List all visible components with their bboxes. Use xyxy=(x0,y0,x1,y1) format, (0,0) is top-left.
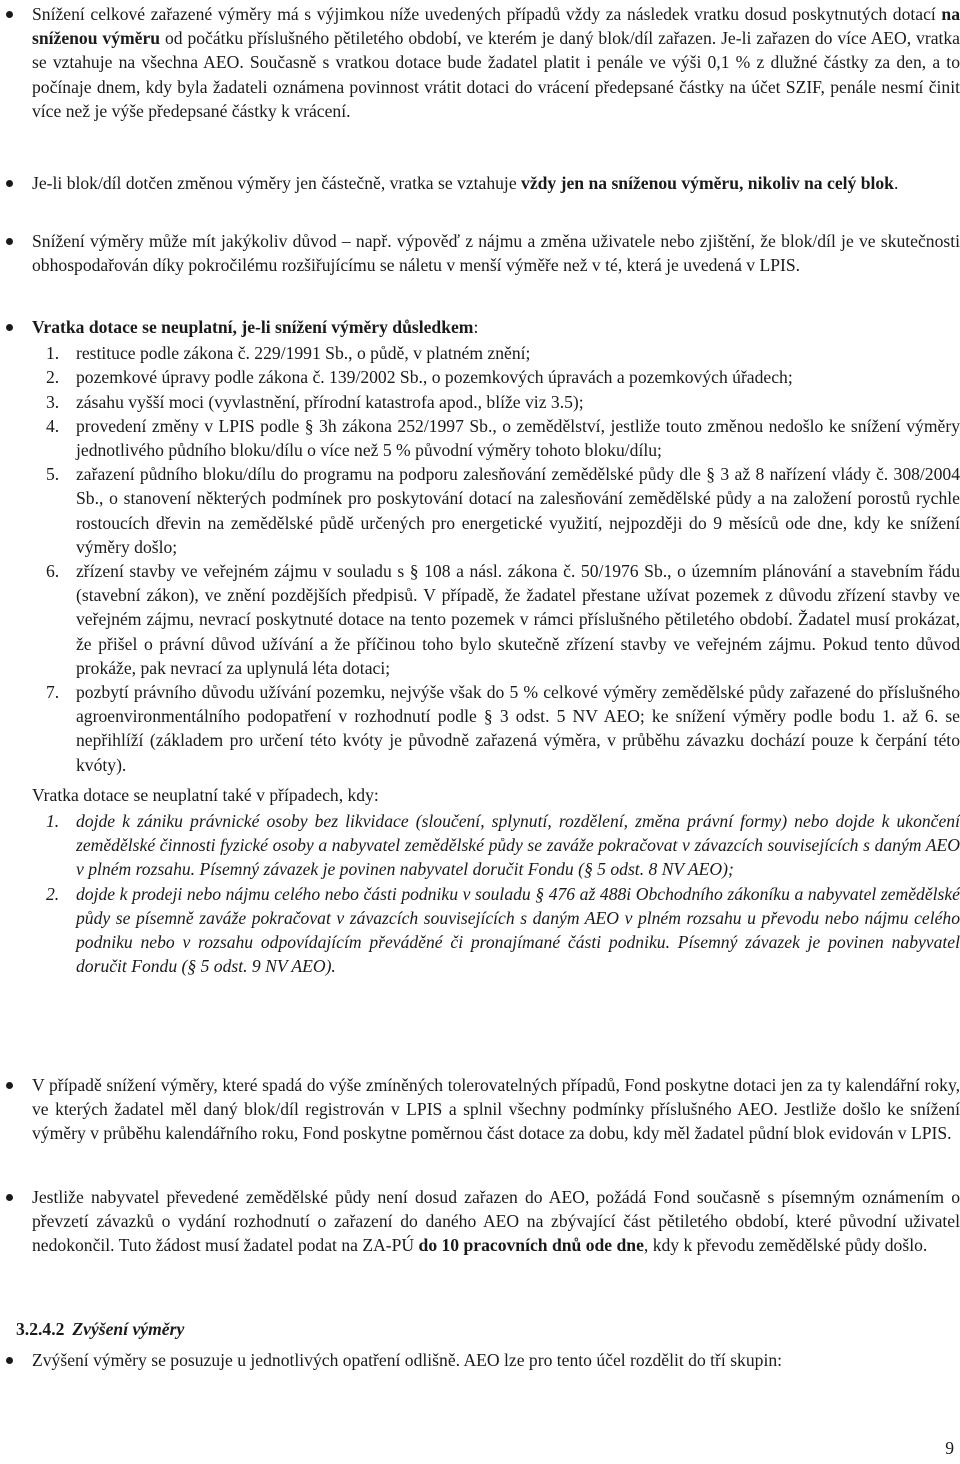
section-heading xyxy=(16,1317,184,1341)
page-number: 9 xyxy=(945,1438,954,1458)
list-item: 2. dojde k prodeji nebo nájmu celého nebo části podniku v souladu § 476 až 488i Obchodního zákoníku a nabyvatel zemědělské půdy se písemně zaváže pokračovat v závazcích souvisejících s daným AEO v plném rozsahu u převodu nebo nájmu celého podniku nebo v rozsahu odpovídajícím převáděné či pronajímané části podniku. Písemný závazek je povinen nabyvatel doručit Fondu (§ 5 odst. 9 NV AEO). xyxy=(46,883,960,977)
list-item: 3. zásahu vyšší moci (vyvlastnění, přírodní katastrofa apod., blíže viz 3.5); xyxy=(46,391,584,412)
also-intro: Vratka dotace se neuplatní také v případech, kdy: xyxy=(32,784,379,805)
exceptions-list xyxy=(32,341,960,777)
list-item: 5. zařazení půdního bloku/dílu do programu na podporu zalesňování zemědělské půdy dle § 3 až 8 nařízení vlády č. 308/2004 Sb., o stanovení některých podmínek pro poskytování dotací na zalesňování zemědělské půdy a na založení porostů rychle rostoucích dřevin na zemědělské půdě určených pro energetické využití, nejpozději do 9 měsíců ode dne, kdy ke snížení výměry došlo; xyxy=(46,464,960,557)
list-item: 1. restituce podle zákona č. 229/1991 Sb., o půdě, v platném znění; xyxy=(46,343,531,364)
bullet-paragraph-exceptions: Vratka dotace se neuplatní, je-li snížení výměry důsledkem: 1. restituce podle zákona č. 229/1991 Sb., o půdě, v platném znění; 2. pozemkové úpravy podle zákona č. 139/2002 Sb., o pozemkových úpravách a pozemkových úřadech; 3. zásahu vyšší moci (vyvlastnění, přírodní katastrofa apod., blíže viz 3.5); 4. provedení změny v LPIS podle § 3h zákona 252/1997 Sb., o zemědělství, jestliže touto změnou nedošlo ke snížení výměry jednotlivého půdního bloku/dílu o více než 5 % původní výměry tohoto bloku/dílu; 5. zařazení půdního bloku/dílu do programu na podporu zalesňování zemědělské půdy dle § 3 až 8 nařízení vlády č. 308/2004 Sb., o stanovení některých podmínek pro poskytování dotací na zalesňování zemědělské půdy a na založení porostů rychle rostoucích dřevin na zemědělské půdě určených pro energetické využití, nejpozději do 9 měsíců ode dne, kdy ke snížení výměry došlo; 6. zřízení stavby ve veřejném zájmu v souladu s § 108 a násl. zákona č. 50/1976 Sb., o územním plánování a stavebním řádu (stavební zákon), ve znění pozdějších předpisů. V případě, že žadatel přestane užívat pozemek z důvodu zřízení stavby ve veřejném zájmu, nevrací poskytnuté dotace na tento pozemek v rámci příslušného pětiletého období. Žadatel musí prokázat, že přišel o právní důvod užívání a že příčinou toho bylo skutečně zřízení stavby ve veřejném zájmu. Pokud tento důvod prokáže, pak nevrací za uplynulá léta dotaci; 7. pozbytí právního důvodu užívání pozemku, nejvýše však do 5 % celkové výměry zemědělské půdy zařazené do příslušného agroenvironmentálního podopatření v rozhodnutí podle § 3 odst. 5 NV AEO; ke snížení výměry podle bodu 1. až 6. se nepřihlíží (základem pro určení této kvóty je původně zařazená výměra, v průběhu závazku dochází pouze k čerpání této kvóty). Vratka dotace se neuplatní také v případech, kdy: 1. dojde k zániku právnické osoby bez likvidace (sloučení, splynutí, rozdělení, změna právní formy) nebo dojde k ukončení zemědělské činnosti fyzické osoby a nabyvatel zemědělské půdy se zaváže pokračovat v závazcích souvisejících s daným AEO v plném rozsahu. Písemný závazek je povinen nabyvatel doručit Fondu (§ 5 odst. 8 NV AEO); 2. dojde k prodeji nebo nájmu celého nebo části podniku v souladu § 476 až 488i Obchodního zákoníku a nabyvatel zemědělské půdy se písemně zaváže pokračovat v závazcích souvisejících s daným AEO v plném rozsahu u převodu nebo nájmu celého podniku nebo v rozsahu odpovídajícím převáděné či pronajímané části podniku. Písemný závazek je povinen nabyvatel doručit Fondu (§ 5 odst. 9 NV AEO). xyxy=(32,315,960,978)
list-item: 4. provedení změny v LPIS podle § 3h zákona 252/1997 Sb., o zemědělství, jestliže touto změnou nedošlo ke snížení výměry jednotlivého půdního bloku/dílu o více než 5 % původní výměry tohoto bloku/dílu; xyxy=(46,415,960,461)
exceptions-heading: Vratka dotace se neuplatní, je-li snížení výměry důsledkem xyxy=(32,317,474,337)
section-title: Zvýšení výměry xyxy=(72,1319,185,1339)
list-item: 6. zřízení stavby ve veřejném zájmu v souladu s § 108 a násl. zákona č. 50/1976 Sb., o územním plánování a stavebním řádu (stavební zákon), ve znění pozdějších předpisů. V případě, že žadatel přestane užívat pozemek z důvodu zřízení stavby ve veřejném zájmu, nevrací poskytnuté dotace na tento pozemek v rámci příslušného pětiletého období. Žadatel musí prokázat, že přišel o právní důvod užívání a že příčinou toho bylo skutečně zřízení stavby ve veřejném zájmu. Pokud tento důvod prokáže, pak nevrací za uplynulá léta dotaci; xyxy=(46,561,960,678)
list-item: 1. dojde k zániku právnické osoby bez likvidace (sloučení, splynutí, rozdělení, změna právní formy) nebo dojde k ukončení zemědělské činnosti fyzické osoby a nabyvatel zemědělské půdy se zaváže pokračovat v závazcích souvisejících s daným AEO v plném rozsahu. Písemný závazek je povinen nabyvatel doručit Fondu (§ 5 odst. 8 NV AEO); xyxy=(46,811,960,880)
bullet-paragraph-tolerated: V případě snížení výměry, které spadá do výše zmíněných tolerovatelných případů, Fond poskytne dotaci jen za ty kalendářní roky, ve kterých žadatel měl daný blok/díl registrován v LPIS a splnil všechny podmínky příslušného AEO. Jestliže došlo ke snížení výměry v průběhu kalendářního roku, Fond poskytne poměrnou část dotace za dobu, kdy měl žadatel půdní blok evidován v LPIS. xyxy=(32,1073,960,1146)
bullet-paragraph-reduction: Snížení celkové zařazené výměry má s výjimkou níže uvedených případů vždy za následek vratku dosud poskytnutých dotací na sníženou výměru od počátku příslušného pětiletého období, ve kterém je daný blok/díl zařazen. Je-li zařazen do více AEO, vratka se vztahuje na všechna AEO. Současně s vratkou dotace bude žadatel platit i penále ve výši 0,1 % z dlužné částky za den, a to počínaje dnem, kdy byla žadateli oznámena povinnost vrátit dotaci do vrácení předepsané částky na účet SZIF, penále nesmí činit více než je výše předepsané částky k vrácení. xyxy=(32,2,960,123)
list-item: 7. pozbytí právního důvodu užívání pozemku, nejvýše však do 5 % celkové výměry zemědělské půdy zařazené do příslušného agroenvironmentálního podopatření v rozhodnutí podle § 3 odst. 5 NV AEO; ke snížení výměry podle bodu 1. až 6. se nepřihlíží (základem pro určení této kvóty je původně zařazená výměra, v průběhu závazku dochází pouze k čerpání této kvóty). xyxy=(46,682,960,775)
also-list xyxy=(32,809,960,978)
list-item: 2. pozemkové úpravy podle zákona č. 139/2002 Sb., o pozemkových úpravách a pozemkových úřadech; xyxy=(46,367,793,388)
bullet-paragraph-increase: Zvýšení výměry se posuzuje u jednotlivých opatření odlišně. AEO lze pro tento účel rozdělit do tří skupin: xyxy=(32,1348,960,1372)
bullet-paragraph-reason: Snížení výměry může mít jakýkoliv důvod – např. výpověď z nájmu a změna uživatele nebo zjištění, že blok/díl je ve skutečnosti obhospodařován díky pokročilému rozšiřujícímu se náletu v menší výměře než v té, která je uvedená v LPIS. xyxy=(32,229,960,277)
section-number: 3.2.4.2 xyxy=(16,1319,65,1339)
bullet-paragraph-partial-change: Je-li blok/díl dotčen změnou výměry jen částečně, vratka se vztahuje vždy jen na sníženou výměru, nikoliv na celý blok. xyxy=(32,171,960,195)
bullet-paragraph-transferee: Jestliže nabyvatel převedené zemědělské půdy není dosud zařazen do AEO, požádá Fond současně s písemným oznámením o převzetí závazků o vydání rozhodnutí o zařazení do daného AEO na zbývající část pětiletého období, které původní uživatel nedokončil. Tuto žádost musí žadatel podat na ZA-PÚ do 10 pracovních dnů ode dne, kdy k převodu zemědělské půdy došlo. xyxy=(32,1185,960,1258)
